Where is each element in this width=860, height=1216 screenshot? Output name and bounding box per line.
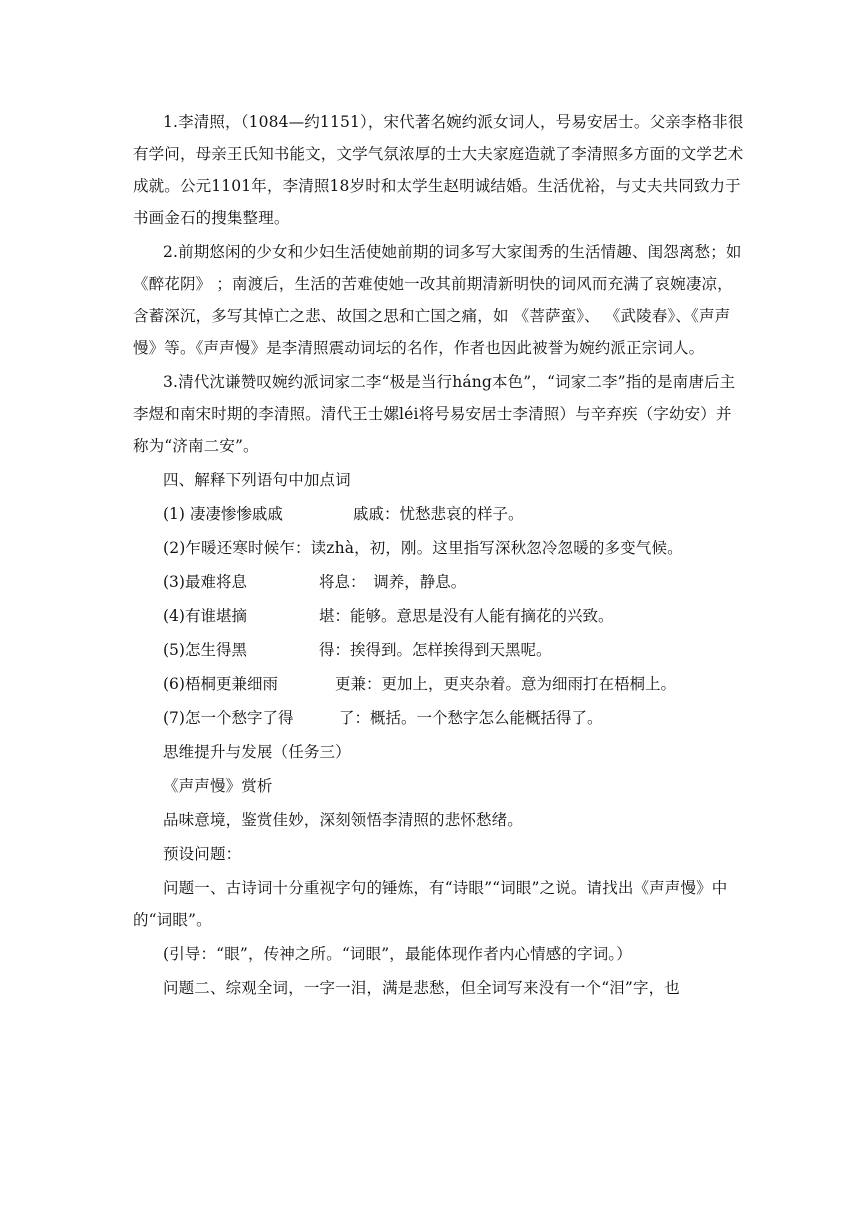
preset-questions-label: 预设问题： (163, 845, 242, 863)
vocab-item (133, 498, 745, 530)
vocab-item (133, 600, 745, 632)
vocab-gloss: 戚戚：忧愁悲哀的样子。 (353, 505, 524, 523)
vocab-item (133, 702, 745, 734)
vocab-gloss: 将息： 调养，静息。 (319, 573, 467, 591)
vocab-term: (7)怎一个愁字了得 (163, 709, 294, 727)
vocab-term: (6)梧桐更兼细雨 (163, 675, 278, 693)
document-body (133, 106, 745, 1006)
vocab-item (133, 634, 745, 666)
vocab-item (133, 532, 745, 564)
question-one: 问题一、古诗词十分重视字句的锤炼，有“诗眼”“词眼”之说。请找出《声声慢》中的“词眼”。 (133, 879, 728, 929)
vocab-gloss: 得：挨得到。怎样挨得到天黑呢。 (319, 641, 552, 659)
vocab-gloss: 更兼：更加上，更夹杂着。意为细雨打在梧桐上。 (335, 675, 677, 693)
vocab-gloss: 乍：读zhà，初，刚。这里指写深秋忽冷忽暖的多变气候。 (279, 539, 683, 557)
paragraph-style-periods: 2.前期悠闲的少女和少妇生活使她前期的词多写大家闺秀的生活情趣、闺怨离愁；如 《醉花阴》 ；南渡后，生活的苦难使她一改其前期清新明快的词风而充满了哀婉凄凉，含蓄深沉，多写其悼亡之悲、故国之思和亡国之痛，如 《菩萨蛮》、 《武陵春》、《声声慢》等。《声声慢》是李清照震动词坛的名作，作者也因此被誉为婉约派正宗词人。 (133, 243, 742, 357)
vocab-term: (4)有谁堪摘 (163, 607, 247, 625)
vocab-item (133, 668, 745, 700)
vocab-term: (1) 凄凄惨惨戚戚 (163, 505, 283, 523)
vocab-term: (2)乍暖还寒时候 (163, 539, 280, 557)
learning-goal: 品味意境，鉴赏佳妙，深刻领悟李清照的悲怀愁绪。 (163, 811, 523, 829)
poem-analysis-title: 《声声慢》赏析 (163, 777, 273, 795)
vocab-term: (3)最难将息 (163, 573, 247, 591)
paragraph-author-bio: 1.李清照，（1084—约1151），宋代著名婉约派女词人，号易安居士。父亲李格非很有学问，母亲王氏知书能文，文学气氛浓厚的士大夫家庭造就了李清照多方面的文学艺术成就。公元1101年，李清照18岁时和太学生赵明诚结婚。生活优裕，与丈夫共同致力于书画金石的搜集整理。 (133, 113, 744, 227)
guidance-note: (引导：“眼”，传神之所。“词眼”，最能体现作者内心情感的字词。） (163, 945, 632, 963)
paragraph-critical-reception: 3.清代沈谦赞叹婉约派词家二李“极是当行háng本色”，“词家二李”指的是南唐后主李煜和南宋时期的李清照。清代王士嫘léi将号易安居士李清照）与辛弃疾（字幼安）并称为“济南二安”。 (133, 373, 736, 455)
section-heading-vocabulary: 四、解释下列语句中加点词 (163, 471, 351, 489)
vocab-gloss: 堪：能够。意思是没有人能有摘花的兴致。 (319, 607, 614, 625)
section-heading-task3: 思维提升与发展（任务三） (163, 743, 351, 761)
vocab-item (133, 566, 745, 598)
vocab-term: (5)怎生得黑 (163, 641, 247, 659)
vocab-gloss: 了：概括。一个愁字怎么能概括得了。 (339, 709, 603, 727)
question-two: 问题二、综观全词，一字一泪，满是悲愁，但全词写来没有一个“泪”字，也 (163, 979, 680, 997)
